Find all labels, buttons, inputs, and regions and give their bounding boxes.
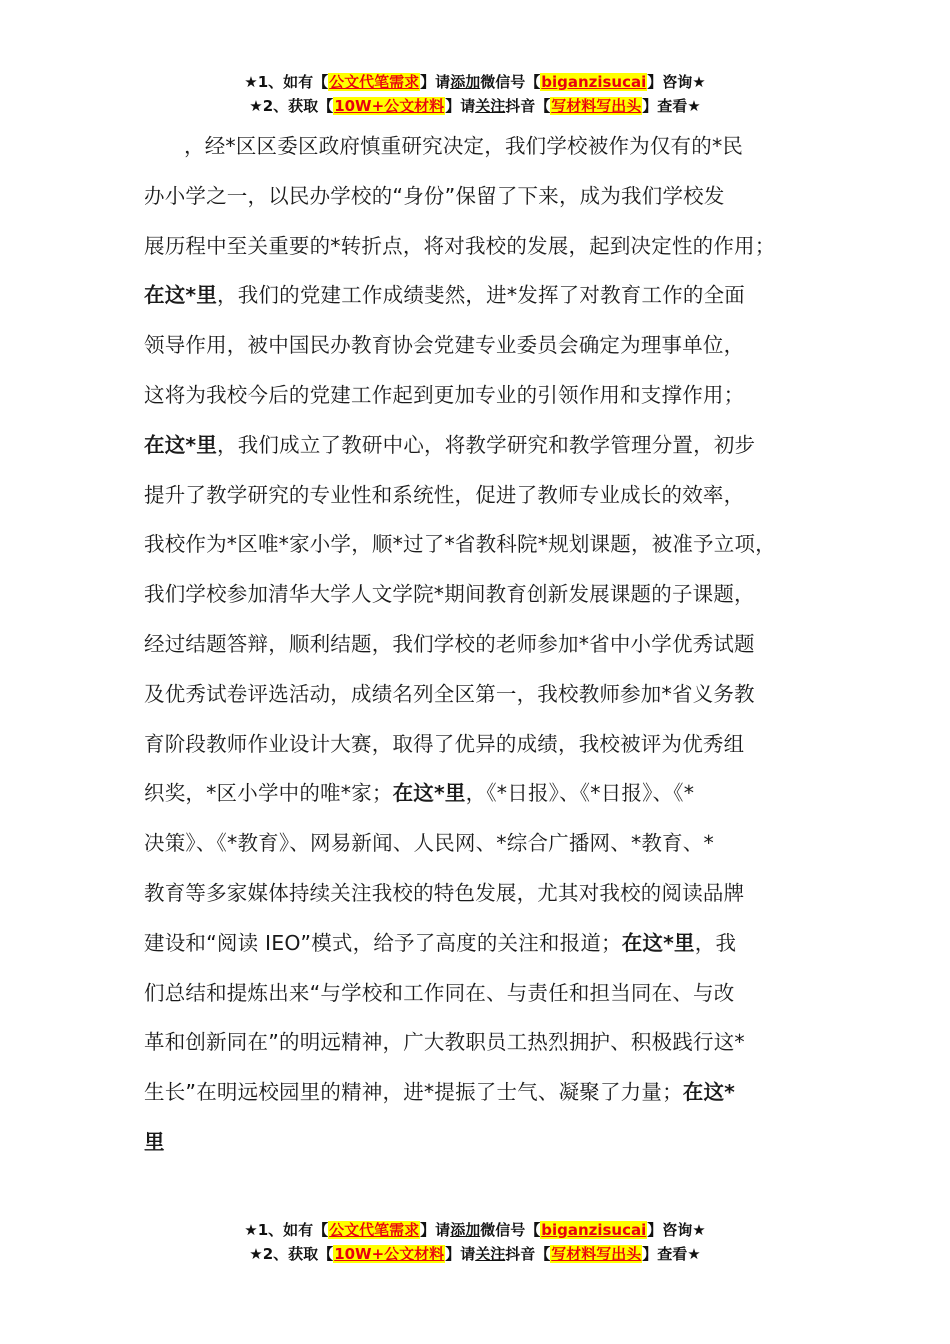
text-line <box>144 222 824 272</box>
bold-phrase: 里 <box>144 1129 165 1154</box>
text-fragment: 经过结题答辩，顺利结题，我们学校的老师参加*省中小学优秀试题 <box>144 631 755 656</box>
text-fragment: 展历程中至关重要的*转折点，将对我校的发展，起到决定性的作用； <box>144 233 776 258</box>
text-fragment: 这将为我校今后的党建工作起到更加专业的引领作用和支撑作用； <box>144 382 745 407</box>
text-line <box>144 1018 824 1068</box>
text-fragment: 办小学之一，以民办学校的“身份”保留了下来，成为我们学校发 <box>144 183 725 208</box>
banner-text: ★1、如有【 <box>244 73 329 91</box>
banner-text: 微信号【 <box>480 1221 541 1239</box>
text-fragment: ，我们的党建工作成绩斐然，进*发挥了对教育工作的全面 <box>217 283 745 308</box>
bold-phrase: 在这*里 <box>392 781 466 806</box>
banner-text: 】咨询★ <box>647 73 706 91</box>
banner-emphasis: 关注 <box>475 1245 506 1263</box>
banner-text: 】请 <box>420 73 451 91</box>
text-line <box>144 172 824 222</box>
text-fragment: 织奖，*区小学中的唯*家； <box>144 781 393 806</box>
banner-emphasis: 添加 <box>450 1221 481 1239</box>
highlight-materials: 10W+公文材料 <box>334 1245 445 1263</box>
text-line <box>144 271 824 321</box>
bold-phrase: 在这*里 <box>144 283 218 308</box>
text-fragment: 领导作用，被中国民办教育协会党建专业委员会确定为理事单位， <box>144 333 745 358</box>
text-line <box>144 520 824 570</box>
text-fragment: 生长”在明远校园里的精神，进*提振了士气、凝聚了力量； <box>144 1080 683 1105</box>
highlight-service: 公文代笔需求 <box>329 1221 420 1239</box>
text-line <box>144 1068 824 1118</box>
text-line <box>144 720 824 770</box>
highlight-wechat-id: biganzisucai <box>541 73 647 91</box>
banner-emphasis: 关注 <box>475 97 506 115</box>
text-line <box>144 122 824 172</box>
banner-text: 】请 <box>445 97 476 115</box>
banner-text: 抖音【 <box>505 97 551 115</box>
text-fragment: 我校作为*区唯*家小学，顺*过了*省教科院*规划课题，被准予立项， <box>144 532 776 557</box>
highlight-service: 公文代笔需求 <box>329 73 420 91</box>
text-fragment: 革和创新同在”的明远精神，广大教职员工热烈拥护、积极践行这* <box>144 1030 745 1055</box>
text-line <box>144 670 824 720</box>
text-line <box>144 769 824 819</box>
header-banner <box>0 70 950 118</box>
banner-text: 】咨询★ <box>647 1221 706 1239</box>
text-line <box>144 869 824 919</box>
bold-phrase: 在这* <box>682 1080 736 1105</box>
banner-text: 抖音【 <box>505 1245 551 1263</box>
banner-line-2 <box>0 1242 950 1266</box>
banner-text: 】查看★ <box>642 97 701 115</box>
text-line <box>144 471 824 521</box>
banner-text: ★2、获取【 <box>249 1245 334 1263</box>
banner-text: 】请 <box>445 1245 476 1263</box>
highlight-materials: 10W+公文材料 <box>334 97 445 115</box>
text-line <box>144 919 824 969</box>
text-line <box>144 969 824 1019</box>
text-fragment: 教育等多家媒体持续关注我校的特色发展，尤其对我校的阅读品牌 <box>144 880 745 905</box>
text-fragment: 育阶段教师作业设计大赛，取得了优异的成绩，我校被评为优秀组 <box>144 731 745 756</box>
banner-text: 微信号【 <box>480 73 541 91</box>
text-fragment: ，我 <box>694 930 737 955</box>
banner-text: ★2、获取【 <box>249 97 334 115</box>
banner-text: 】查看★ <box>642 1245 701 1263</box>
banner-emphasis: 添加 <box>450 73 481 91</box>
text-fragment: ，经*区区委区政府慎重研究决定，我们学校被作为仅有的*民 <box>184 134 744 158</box>
text-line <box>144 570 824 620</box>
text-fragment: 建设和“阅读 IEO”模式，给予了高度的关注和报道； <box>144 930 622 955</box>
banner-text: 】请 <box>420 1221 451 1239</box>
text-fragment: 我们学校参加清华大学人文学院*期间教育创新发展课题的子课题， <box>144 582 755 607</box>
banner-line-1 <box>0 1218 950 1242</box>
text-line <box>144 819 824 869</box>
banner-line-1 <box>0 70 950 94</box>
text-fragment: ，我们成立了教研中心，将教学研究和教学管理分置，初步 <box>217 432 756 457</box>
banner-text: ★1、如有【 <box>244 1221 329 1239</box>
text-line <box>144 321 824 371</box>
text-fragment: 决策》、《*教育》、网易新闻、人民网、*综合广播网、*教育、* <box>144 831 714 856</box>
highlight-wechat-id: biganzisucai <box>541 1221 647 1239</box>
text-fragment: ，《*日报》、《*日报》、《* <box>465 781 695 806</box>
text-line <box>144 371 824 421</box>
text-fragment: 提升了教学研究的专业性和系统性，促进了教师专业成长的效率， <box>144 482 745 507</box>
document-body <box>144 122 824 1168</box>
highlight-douyin-account: 写材料写出头 <box>551 1245 642 1263</box>
highlight-douyin-account: 写材料写出头 <box>551 97 642 115</box>
text-fragment: 及优秀试卷评选活动，成绩名列全区第一，我校教师参加*省义务教 <box>144 681 755 706</box>
footer-banner <box>0 1218 950 1266</box>
text-fragment: 们总结和提炼出来“与学校和工作同在、与责任和担当同在、与改 <box>144 980 735 1005</box>
bold-phrase: 在这*里 <box>621 930 695 955</box>
bold-phrase: 在这*里 <box>144 432 218 457</box>
banner-line-2 <box>0 94 950 118</box>
text-line <box>144 1118 824 1168</box>
text-line <box>144 620 824 670</box>
text-line <box>144 421 824 471</box>
